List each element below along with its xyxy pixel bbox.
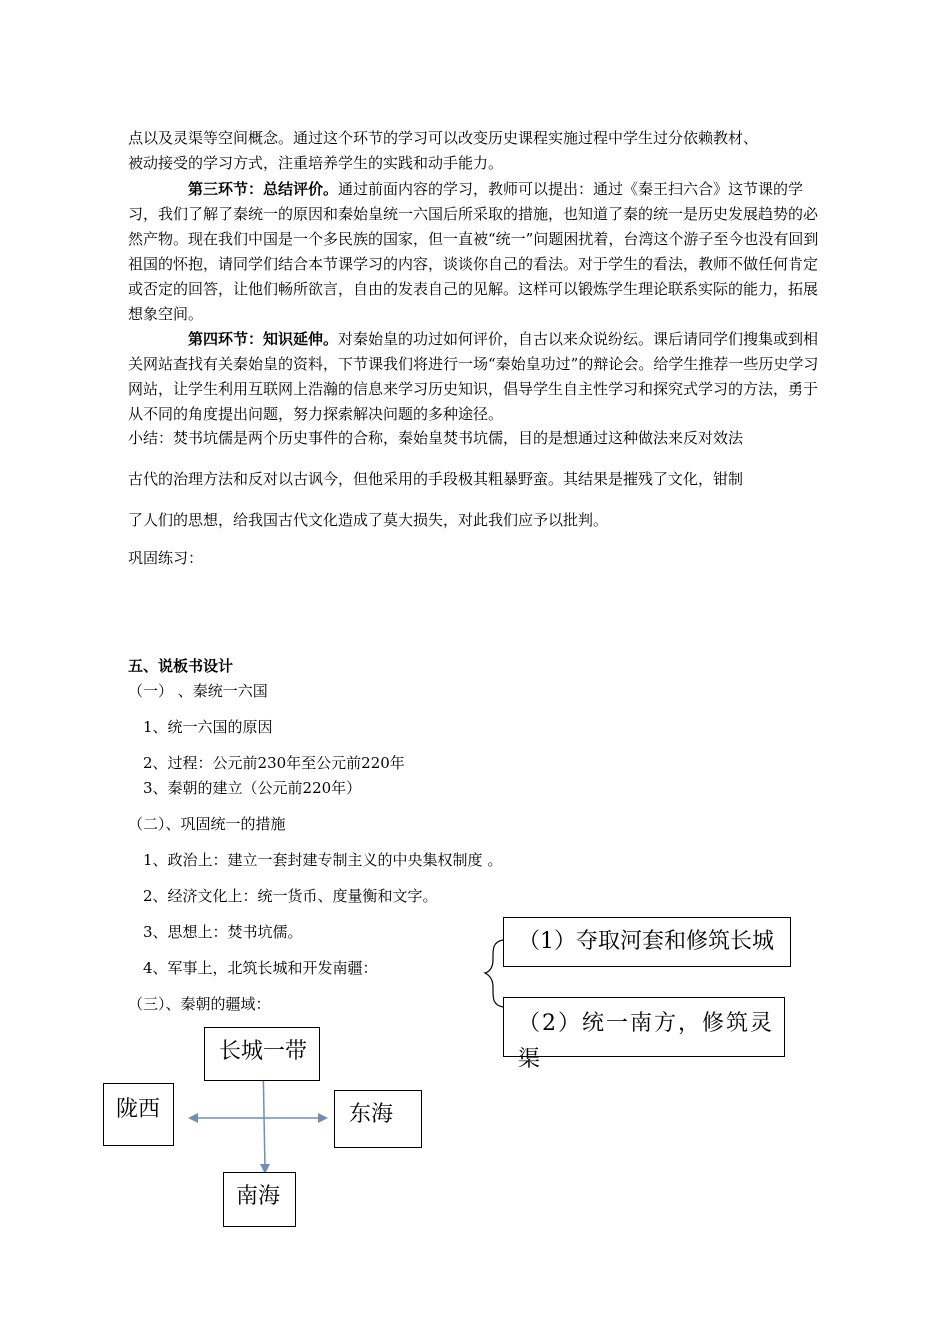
summary-line-3: 了人们的思想，给我国古代文化造成了莫大损失，对此我们应予以批判。 bbox=[128, 511, 609, 529]
part1-item-1: 1、统一六国的原因 bbox=[143, 718, 273, 736]
intro-line-2: 被动接受的学习方式，注重培养学生的实践和动手能力。 bbox=[128, 154, 504, 172]
arrow-head-west bbox=[188, 1113, 198, 1123]
intro-line-1: 点以及灵渠等空间概念。通过这个环节的学习可以改变历史课程实施过程中学生过分依赖教材、 bbox=[128, 129, 759, 147]
part2-item-3: 3、思想上：焚书坑儒。 bbox=[143, 923, 303, 941]
exercise-label: 巩固练习： bbox=[128, 549, 204, 567]
part2-title: （二）、巩固统一的措施 bbox=[128, 815, 286, 833]
box-hetao-great-wall: （1）夺取河套和修筑长城 bbox=[503, 917, 791, 967]
brace bbox=[485, 940, 503, 1007]
territory-south-box: 南海 bbox=[223, 1172, 296, 1227]
step3-heading: 第三环节：总结评价。 bbox=[188, 180, 339, 198]
arrow-head-east bbox=[318, 1113, 328, 1123]
section5-title: 五、说板书设计 bbox=[128, 657, 234, 675]
territory-west-box: 陇西 bbox=[103, 1083, 174, 1146]
summary-line-1: 小结：焚书坑儒是两个历史事件的合称，秦始皇焚书坑儒，目的是想通过这种做法来反对效法 bbox=[128, 429, 744, 447]
part1-item-2: 2、过程：公元前230年至公元前220年 bbox=[143, 754, 405, 772]
part3-title: （三）、秦朝的疆域： bbox=[128, 995, 271, 1013]
territory-east-box: 东海 bbox=[334, 1090, 422, 1148]
step3-text: 通过前面内容的学习，教师可以提出：通过《秦王扫六合》这节课的学习，我们了解了秦统一的原因和秦始皇统一六国后所采取的措施，也知道了秦的统一是历史发展趋势的必然产物。现在我们中国是一个多民族的国家，但一直被“统一”问题困扰着，台湾这个游子至今也没有回到祖国的怀抱，请同学们结合本节课学习的内容，谈谈你自己的看法。对于学生的看法，教师不做任何肯定或否定的回答，让他们畅所欲言，自由的发表自己的见解。这样可以锻炼学生理论联系实际的能力，拓展想象空间。 bbox=[128, 180, 819, 323]
part1-title: （一） 、秦统一六国 bbox=[128, 682, 268, 700]
step4-text: 对秦始皇的功过如何评价，自古以来众说纷纭。课后请同学们搜集或到相关网站查找有关秦始皇的资料，下节课我们将进行一场“秦始皇功过”的辩论会。给学生推荐一些历史学习网站，让学生利用互联网上浩瀚的信息来学习历史知识，倡导学生自主性学习和探究式学习的方法，勇于从不同的角度提出问题，努力探索解决问题的多种途径。 bbox=[128, 330, 819, 423]
part2-item-2: 2、经济文化上：统一货币、度量衡和文字。 bbox=[143, 887, 438, 905]
box-south-lingqu: （2）统一南方，修筑灵 渠 bbox=[503, 997, 785, 1057]
part1-item-3: 3、秦朝的建立（公元前220年） bbox=[143, 779, 362, 797]
summary-line-2: 古代的治理方法和反对以古讽今，但他采用的手段极其粗暴野蛮。其结果是摧残了文化，钳制 bbox=[128, 470, 744, 488]
part2-item-4: 4、军事上，北筑长城和开发南疆： bbox=[143, 959, 378, 977]
step4-heading: 第四环节：知识延伸。 bbox=[188, 330, 339, 348]
part2-item-1: 1、政治上：建立一套封建专制主义的中央集权制度 。 bbox=[143, 851, 503, 869]
territory-north-box: 长城一带 bbox=[204, 1027, 320, 1081]
box2-overflow-text: 渠 bbox=[518, 1047, 541, 1072]
